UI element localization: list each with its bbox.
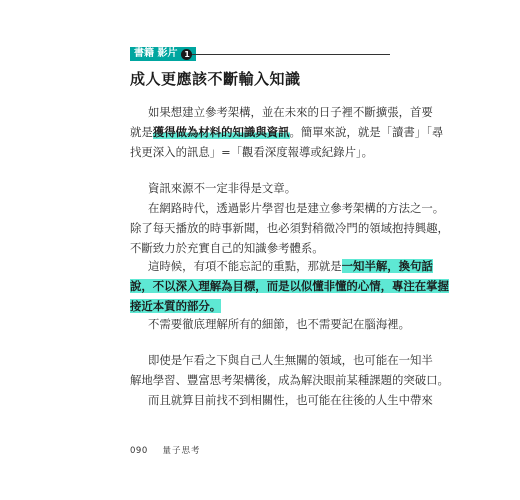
header-rule bbox=[192, 54, 390, 55]
category-tag-label: 書籍 影片 bbox=[134, 48, 178, 59]
highlighted-phrase-knowledge: 獲得做為材料的知識與資訊 bbox=[152, 125, 290, 139]
paragraph-6-line-3: 而且就算目前找不到相關性，也可能在往後的人生中帶來 bbox=[148, 393, 433, 407]
paragraph-4-line-2 bbox=[130, 278, 449, 294]
paragraph-3-line-3: 不斷致力於充實自己的知識參考體系。 bbox=[130, 241, 324, 255]
paragraph-4-line-1 bbox=[148, 258, 433, 274]
highlighted-phrase-3: 接近本質的部分。 bbox=[130, 299, 222, 313]
paragraph-6-line-1: 即使是乍看之下與自己人生無關的領域，也可能在一知半 bbox=[148, 353, 433, 367]
highlighted-phrase-1: 一知半解，換句話 bbox=[341, 259, 433, 273]
section-title: 成人更應該不斷輸入知識 bbox=[130, 70, 301, 88]
paragraph-1-line-3: 找更深入的訊息」=「觀看深度報導或紀錄片」。 bbox=[130, 145, 374, 159]
page-number: 090 bbox=[130, 446, 148, 456]
chapter-header bbox=[130, 47, 390, 61]
paragraph-1-line-2-end: 。簡單來說，就是「讀書」「尋 bbox=[289, 125, 444, 139]
book-title: 量子思考 bbox=[162, 446, 201, 456]
paragraph-1-line-1: 如果想建立參考架構，並在未來的日子裡不斷擴張，首要 bbox=[148, 105, 433, 119]
paragraph-4-line-3 bbox=[130, 298, 221, 314]
category-tag-number: 1 bbox=[181, 49, 192, 60]
paragraph-2-line-1: 資訊來源不一定非得是文章。 bbox=[148, 181, 297, 195]
paragraph-1-line-2 bbox=[130, 124, 443, 140]
paragraph-3-line-2: 除了每天播放的時事新聞，也必須對稍微冷門的領域抱持興趣， bbox=[130, 221, 449, 235]
page-footer bbox=[130, 444, 200, 456]
paragraph-4-line-1-start: 這時候，有項不能忘記的重點，那就是 bbox=[148, 259, 342, 273]
paragraph-3-line-1: 在網路時代，透過影片學習也是建立參考架構的方法之一。 bbox=[148, 201, 445, 215]
highlighted-phrase-2: 說，不以深入理解為目標，而是以似懂非懂的心情，專注在掌握 bbox=[130, 279, 449, 293]
paragraph-1-line-2-start: 就是 bbox=[130, 125, 153, 139]
category-tag bbox=[130, 47, 196, 61]
paragraph-6-line-2: 解地學習、豐富思考架構後，成為解決眼前某種課題的突破口。 bbox=[130, 373, 449, 387]
paragraph-5-line-1: 不需要徹底理解所有的細節，也不需要記在腦海裡。 bbox=[148, 317, 410, 331]
